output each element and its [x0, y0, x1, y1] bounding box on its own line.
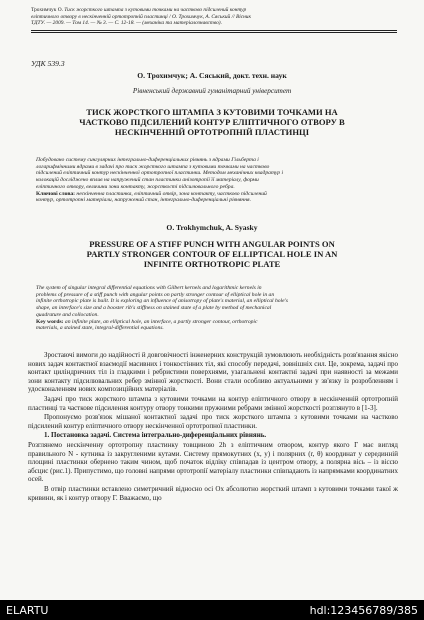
- title-uk-line: ТИСК ЖОРСТКОГО ШТАМПА З КУТОВИМИ ТОЧКАМИ НА: [86, 107, 338, 117]
- body-paragraph: Розглянемо нескінченну ортотропну пластинку товщиною 2h з еліптичним отвором, контур якого Г має вигляд правильного N - кутника із закругленими кутами. Систему прямокутних (x, y) і полярних (r, θ) координат у серединній площині пластинки обернено таким чином, щоб початок відліку співпадав із центром отвору, а полярна вісь – із віссю абсцис (рис.1). Припустимо, що головні напрями ортотропії матеріалу пластинки співпадають із напрямками координатних осей.: [28, 440, 398, 484]
- keywords-en-text-2: materials, a stained state, integral-differential equations.: [36, 325, 164, 332]
- abstract-uk-line: логарифмічними ядрами в задачі про тиск жорсткого штампа з кутовими точками на частково: [36, 163, 270, 170]
- body-paragraph: Пропонуємо розв'язок мішаної контактної задачі про тиск жорсткого штампа з кутовими точками на частково підсилений контур еліптичного отвору нескінченної ортотропної пластинки.: [28, 413, 398, 430]
- repository-name: ELARTU: [6, 604, 49, 617]
- body-text: [28, 351, 398, 503]
- abstract-en-line: shape, an interface's size and a booster rib's stiffness on stained state of a plate by method of mechanical: [36, 305, 272, 312]
- title-uk: [40, 107, 384, 137]
- abstract-uk-line: колокацій досліджено вплив на напружений стан пластинки анізотропії її матеріалу, форми: [36, 177, 259, 184]
- title-en-line: PRESSURE OF A STIFF PUNCH WITH ANGULAR POINTS ON: [89, 239, 335, 249]
- udk-code: УДК 539.3: [31, 59, 65, 68]
- header-rule-bottom: [31, 32, 397, 33]
- keywords-en-text: an infinite plate, an elliptical hole, an interface, a partly stronger contour, orthotropic: [63, 318, 258, 325]
- abstract-en-line: quadrature and collocation.: [36, 311, 99, 318]
- title-uk-line: ЧАСТКОВО ПІДСИЛЕНИЙ КОНТУР ЕЛІПТИЧНОГО ОТВОРУ В: [79, 117, 345, 127]
- abstract-en: [36, 285, 392, 332]
- authors-en: O. Trokhymchuk, A. Syasky: [166, 223, 258, 232]
- title-en-line: PARTLY STRONGER CONTOUR OF ELLIPTICAL HOLE IN AN: [86, 249, 338, 259]
- citation-header: [31, 7, 397, 27]
- title-en: [40, 239, 384, 269]
- affiliation: Рівненський державний гуманітарний університет: [132, 87, 292, 95]
- keywords-uk-text: нескінченна пластинка, еліптичний отвір, зона контакту, частково підсилений: [75, 190, 267, 197]
- citation-author: Трохимчук О.: [31, 7, 63, 13]
- body-paragraph: В отвір пластинки вставлено симетричний відносно осі Ox абсолютно жорсткий штамп з кутовими точками такої ж кривини, як і контур отвору Г. Вважаємо, що: [28, 484, 398, 502]
- keywords-uk-text-2: контур, ортотропні матеріали, напружений стан, інтегрально-диференціальні рівняння.: [36, 197, 251, 204]
- title-uk-line: НЕСКІНЧЕННІЙ ОРТОТРОПНІЙ ПЛАСТИНЦІ: [114, 127, 310, 137]
- citation-line-2: еліптичного отвору в нескінченній ортотропній пластинці / О. Трохимчук, А. Сяський // Вісник: [31, 13, 252, 20]
- authors-uk: О. Трохимчук; А. Сяський, докт. техн. наук: [137, 71, 287, 80]
- abstract-uk-line: еліптичного отвору, величини зони контакту, жорсткості підсилювального ребра.: [36, 183, 235, 190]
- handle-id: hdl:123456789/385: [309, 604, 418, 617]
- abstract-uk-line: підсилений еліптичний контур нескінченної ортотропної пластинки. Методом механічних квадратур і: [36, 170, 284, 177]
- keywords-uk-label: Ключові слова:: [36, 190, 76, 197]
- abstract-uk-line: Побудовано систему сингулярних інтегрально-диференціальних рівнянь з ядрами Гільберта і: [36, 157, 259, 163]
- body-paragraph: Задачі про тиск жорсткого штампа з кутовими точками на контур еліптичного отвору в нескінченній ортотропній пластинці та часткове підсилення контуру отвору тонкими пружними ребрами змінної жорсткості розглянуто в [1-3].: [28, 394, 398, 412]
- citation-line-1: Тиск жорсткого штампа з кутовими точками на частково підсилений контур: [62, 7, 247, 13]
- body-paragraph: Зростаючі вимоги до надійності й довговічності інженерних конструкцій зумовлюють необхідність розв'язання якісно нових задач контактної взаємодії масивних і тонкостінних тіл, які способу передачі, зовнішніх сил. Це, зокрема, задачі про контакт циліндричних тіл із гладкими і ребристими поверхнями, узагальнені контактні задачі при наявності за межами зони контакту підсилювальних ребер змінної жорсткості. Вони стали особливо актуальними у зв'язку із розробленням і удосконаленням нових композиційних матеріалів.: [28, 351, 398, 394]
- abstract-en-line: problems of pressure of a stiff punch with angular points on partly stronger contour of elliptical hole in an: [36, 291, 275, 298]
- citation-line-3: ТДТУ. — 2009. — Том 14. — № 3. — С. 12-18. — (механіка та матеріалознавство).: [31, 20, 222, 27]
- abstract-en-line: The system of singular integral differential equations with Gilbert kernels and logarithmic kernels in: [36, 285, 262, 291]
- abstract-uk: [36, 157, 392, 204]
- title-en-line: INFINITE ORTHOTROPIC PLATE: [143, 259, 281, 269]
- viewer-footer: [0, 600, 424, 620]
- section-heading: 1. Постановка задачі. Система інтегрально-диференціальних рівнянь.: [44, 431, 267, 440]
- header-rule-top: [31, 30, 397, 31]
- keywords-en-label: Key words:: [36, 318, 64, 325]
- abstract-en-line: infinite orthotropic plate is built. It is exploring an influence of anisotropy of plate's material, an elliptical hole's: [36, 298, 288, 305]
